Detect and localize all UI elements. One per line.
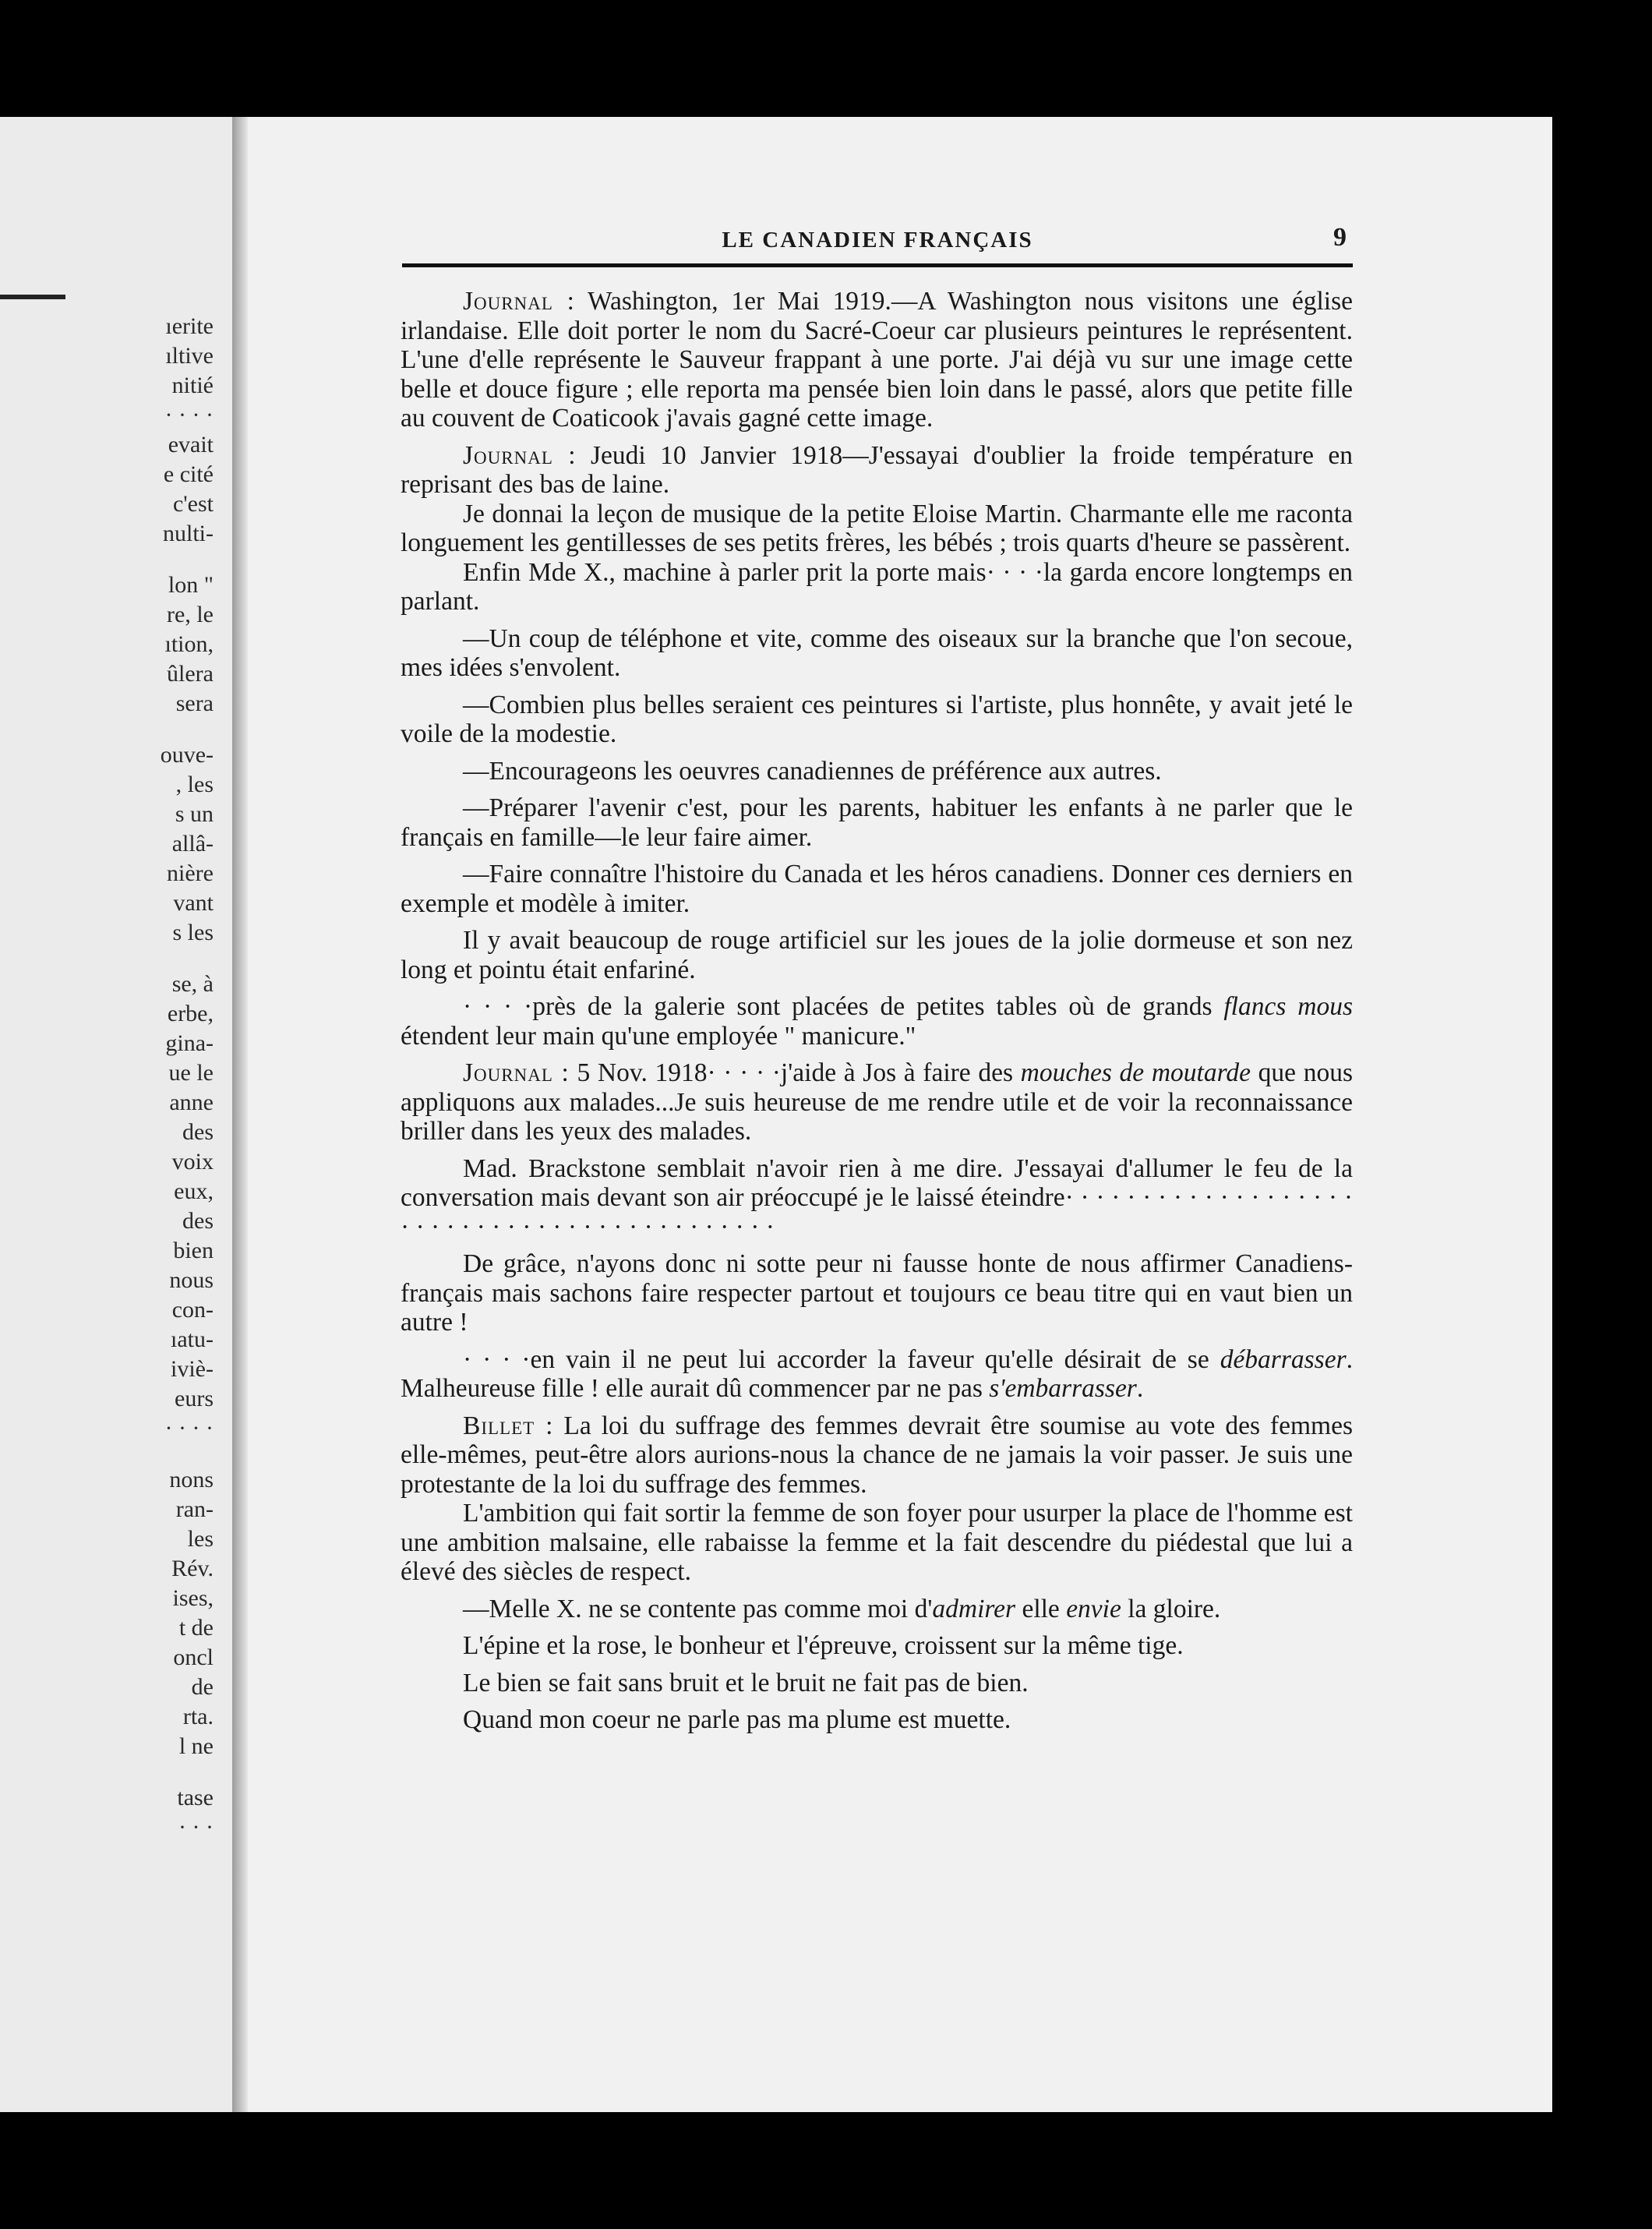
paragraph-text: 5 Nov. 1918· · · · ·j'aide à Jos à faire des	[569, 1058, 1021, 1087]
paragraph-histoire: —Faire connaître l'histoire du Canada et les héros canadiens. Donner ces derniers en exemple et modèle à imiter.	[401, 860, 1353, 918]
left-page-fragment: · · · ·	[164, 402, 214, 428]
paragraph-journal-washington	[401, 287, 1353, 433]
left-page-fragment: des	[182, 1208, 214, 1234]
left-page-fragment: bien	[173, 1238, 214, 1263]
paragraph-de-grace: De grâce, n'ayons donc ni sotte peur ni fausse honte de nous affirmer Canadiens-français mais sachons faire respecter partout et toujours ce beau titre qui en vaut bien un autre !	[401, 1249, 1353, 1337]
left-page-fragment: voix	[171, 1149, 214, 1175]
left-page-fragment: s les	[172, 920, 214, 945]
left-page-fragment: oncl	[173, 1644, 214, 1670]
italic-phrase: envie	[1066, 1594, 1121, 1623]
left-page-fragment: ises,	[172, 1585, 214, 1611]
left-page-fragment: ıerite	[165, 313, 214, 339]
left-page-fragment: ûlera	[167, 661, 214, 687]
left-page-fragment: allâ-	[171, 831, 214, 857]
paragraph-melle-x	[401, 1595, 1353, 1624]
paragraph-lecon-musique: Je donnai la leçon de musique de la petite Eloise Martin. Charmante elle me raconta longuement les gentillesses de ses petits frères, les bébés ; trois quarts d'heure se passèrent.	[401, 499, 1353, 557]
left-page-fragment: se, à	[171, 971, 214, 997]
paragraph-text: Washington, 1er Mai 1919.—A Washington nous visitons une église irlandaise. Elle doit porter le nom du Sacré-Coeur car plusieurs peintures le représentent. L'une d'elle représente le Sauveur frappant à une porte. J'ai déjà vu sur une image cette belle et douce figure ; elle reporta ma pensée bien loin dans le passé, alors que petite fille au couvent de Coaticook j'avais gagné cette image.	[401, 287, 1353, 433]
paragraph-text: —Melle X. ne se contente pas comme moi d'	[463, 1594, 933, 1623]
left-page-fragment: · · · ·	[164, 1415, 214, 1441]
paragraph-epine-rose: L'épine et la rose, le bonheur et l'épreuve, croissent sur la même tige.	[463, 1631, 1184, 1660]
running-title: LE CANADIEN FRANÇAIS	[722, 228, 1033, 253]
paragraph-galerie	[401, 992, 1353, 1051]
left-page-fragment: nons	[169, 1467, 214, 1492]
paragraph-telephone: —Un coup de téléphone et vite, comme des oiseaux sur la branche que l'on secoue, mes idées s'envolent.	[401, 623, 1353, 682]
paragraph-encourageons: —Encourageons les oeuvres canadiennes de préférence aux autres.	[463, 756, 1162, 786]
left-page-fragment: l ne	[178, 1733, 214, 1759]
left-page-fragment: re, le	[167, 602, 214, 627]
left-page-fragment: sera	[175, 691, 214, 716]
left-page-fragment: les	[187, 1526, 214, 1552]
left-page-fragment: t de	[178, 1615, 214, 1641]
left-page-fragment: · · ·	[178, 1814, 214, 1840]
paragraph-journal-janvier	[401, 441, 1353, 500]
left-page-fragment: Rév.	[171, 1556, 214, 1581]
italic-phrase: admirer	[932, 1594, 1016, 1623]
left-page-fragment: tase	[177, 1785, 214, 1810]
left-page-fragment: ouve-	[160, 742, 214, 768]
left-page-fragment: nous	[169, 1267, 214, 1293]
left-page-fragment: anne	[169, 1090, 214, 1115]
book-gutter	[232, 117, 248, 2112]
left-page-fragment: ıltive	[165, 343, 214, 369]
paragraph-text: que nous appliquons aux malades...Je suis heureuse de me rendre utile et de voir la reconnaissance briller dans les yeux des malades.	[401, 1058, 1353, 1146]
left-page-fragment: nulti-	[163, 521, 214, 546]
left-page-fragment: s un	[175, 801, 214, 827]
journal-label: Journal :	[463, 1058, 570, 1087]
paragraph-text: . Malheureuse fille ! elle aurait dû commencer par ne pas	[401, 1344, 1353, 1403]
left-page-fragment: con-	[171, 1297, 214, 1323]
left-page-fragment: nitié	[171, 373, 214, 398]
paragraph-text: la gloire.	[1121, 1594, 1221, 1623]
right-page	[248, 117, 1552, 2112]
paragraph-text: La loi du suffrage des femmes devrait être soumise au vote des femmes elle-mêmes, peut-être alors aurions-nous la chance de ne jamais la voir passer. Je suis une protestante de la loi du suffrage des femmes.	[401, 1411, 1353, 1499]
paragraph-text: Jeudi 10 Janvier 1918—J'essayai d'oublier la froide température en reprisant des bas de laine.	[401, 440, 1353, 499]
italic-phrase: débarrasser	[1220, 1344, 1347, 1374]
left-page-rule	[0, 295, 65, 299]
left-page-fragment: erbe,	[167, 1001, 214, 1026]
left-page-fragment: , les	[175, 772, 214, 797]
paragraph-text: · · · ·près de la galerie sont placées de petites tables où de grands	[463, 992, 1224, 1021]
paragraph-coeur-plume: Quand mon coeur ne parle pas ma plume est muette.	[463, 1705, 1011, 1734]
paragraph-journal-nov	[401, 1058, 1353, 1146]
left-page-fragments	[11, 312, 214, 1842]
left-page-fragment: ue le	[168, 1060, 214, 1086]
paragraph-text: étendent leur main qu'une employée " manicure."	[401, 1021, 916, 1051]
left-page-edge	[0, 117, 232, 2112]
left-page-fragment: eurs	[175, 1386, 214, 1411]
journal-label: Journal :	[463, 287, 575, 316]
paragraph-bien-bruit: Le bien se fait sans bruit et le bruit ne fait pas de bien.	[463, 1668, 1029, 1697]
left-page-fragment: ıtion,	[164, 631, 214, 657]
italic-phrase: mouches de moutarde	[1020, 1058, 1251, 1087]
paragraph-text: .	[1136, 1374, 1144, 1403]
paragraph-peintures: —Combien plus belles seraient ces peintures si l'artiste, plus honnête, y avait jeté le voile de la modestie.	[401, 690, 1353, 748]
page-number: 9	[1333, 223, 1347, 252]
paragraph-billet	[401, 1411, 1353, 1500]
paragraph-preparer: —Préparer l'avenir c'est, pour les parents, habituer les enfants à ne parler que le français en famille—le leur faire aimer.	[401, 793, 1353, 852]
paragraph-brackstone: Mad. Brackstone semblait n'avoir rien à me dire. J'essayai d'allumer le feu de la conversation mais devant son air préoccupé je le laissé éteindre· · · · · · · · · · · · · · · · · · · · · · · · · · · · · · · · · · · · · · · · · · · ·	[401, 1153, 1353, 1242]
journal-label: Journal :	[463, 440, 577, 470]
left-page-fragment: eux,	[174, 1178, 214, 1204]
page-header	[401, 223, 1354, 262]
left-page-fragment: nière	[167, 860, 214, 886]
left-page-fragment: iviè-	[171, 1356, 214, 1382]
left-page-fragment: gina-	[165, 1030, 214, 1056]
paragraph-mde-x: Enfin Mde X., machine à parler prit la porte mais· · · ·la garda encore longtemps en parlant.	[401, 557, 1353, 616]
article-body	[401, 287, 1353, 1735]
left-page-fragment: des	[182, 1119, 214, 1145]
paragraph-text: · · · ·en vain il ne peut lui accorder la faveur qu'elle désirait de se	[463, 1344, 1220, 1374]
billet-label: Billet :	[463, 1411, 554, 1440]
left-page-fragment: vant	[173, 890, 214, 916]
left-page-fragment: evait	[168, 432, 214, 457]
paragraph-en-vain	[401, 1345, 1353, 1404]
italic-phrase: s'embarrasser	[989, 1374, 1137, 1403]
paragraph-ambition: L'ambition qui fait sortir la femme de son foyer pour usurper la place de l'homme est une ambition malsaine, elle rabaisse la femme et la fait descendre du piédestal que lui a élevé des siècles de respect.	[401, 1499, 1353, 1586]
left-page-fragment: lon "	[168, 572, 214, 598]
header-rule	[402, 263, 1353, 267]
italic-phrase: flancs mous	[1223, 992, 1353, 1021]
left-page-fragment: c'est	[172, 491, 214, 517]
left-page-fragment: de	[191, 1674, 214, 1700]
left-page-fragment: e cité	[163, 461, 214, 487]
paragraph-text: elle	[1015, 1594, 1067, 1623]
left-page-fragment: rta.	[182, 1704, 214, 1729]
left-page-fragment: ran-	[175, 1496, 214, 1522]
left-page-fragment: ıatu-	[171, 1326, 214, 1352]
paragraph-rouge: Il y avait beaucoup de rouge artificiel sur les joues de la jolie dormeuse et son nez long et pointu était enfariné.	[401, 926, 1353, 984]
